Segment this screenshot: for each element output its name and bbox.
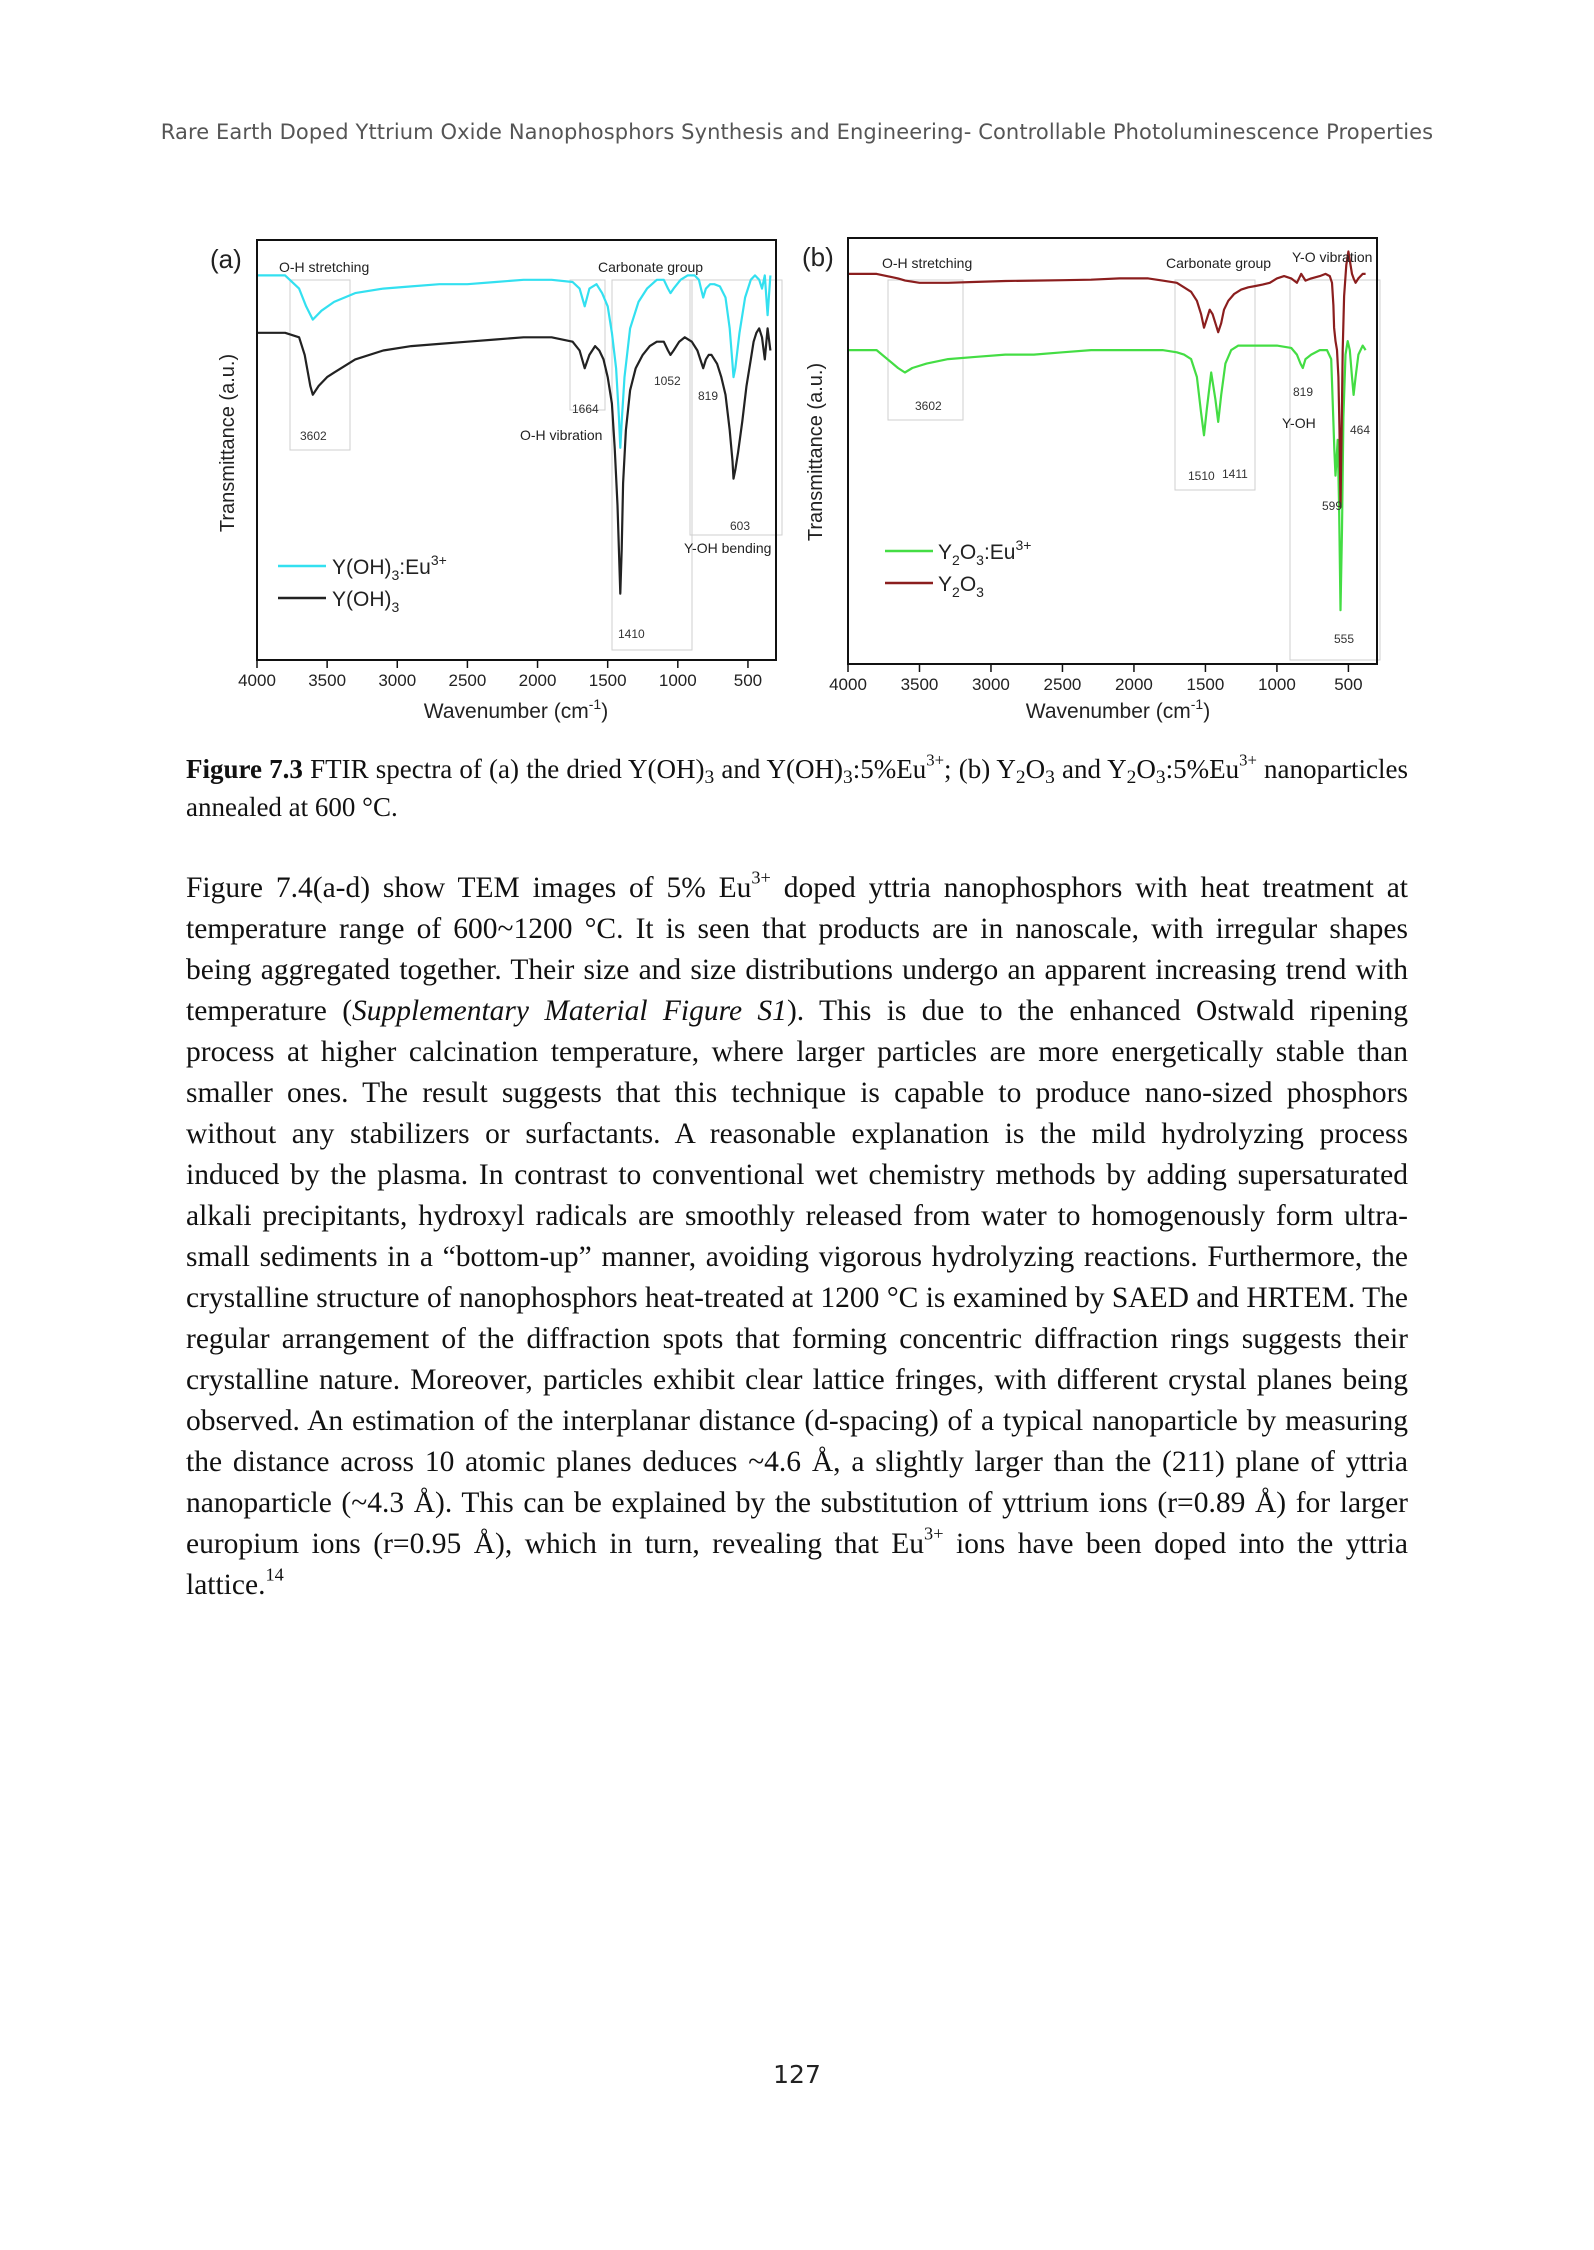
note-label: Y-OH bending bbox=[684, 540, 772, 556]
running-head: Rare Earth Doped Yttrium Oxide Nanophosphors Synthesis and Engineering- Controllable Photoluminescence Properties bbox=[160, 120, 1434, 144]
region-label: O-H stretching bbox=[882, 255, 973, 271]
legend-label-y2o3: $Y_2O_3$ bbox=[938, 573, 984, 600]
region-label: Carbonate group bbox=[1166, 255, 1272, 271]
spectrum-line-b-1 bbox=[848, 252, 1366, 508]
panel-b-frame bbox=[848, 238, 1377, 664]
panel-b-x-axis bbox=[829, 664, 1363, 694]
x-tick-label: 2500 bbox=[448, 671, 487, 690]
x-tick-label: 2000 bbox=[1115, 675, 1153, 694]
peak-label: 599 bbox=[1322, 499, 1343, 513]
region-label: Y-O vibration bbox=[1292, 249, 1373, 265]
x-tick-label: 500 bbox=[1334, 675, 1363, 694]
panel-a-xlabel: Wavenumber $(cm^{-1})$ bbox=[423, 696, 609, 723]
panel-a-ylabel: Transmittance (a.u.) bbox=[217, 353, 239, 533]
x-tick-label: 3500 bbox=[308, 671, 347, 690]
panel-b bbox=[802, 238, 1380, 723]
x-tick-label: 2500 bbox=[1043, 675, 1082, 694]
peak-label: 3602 bbox=[915, 399, 942, 413]
x-tick-label: 1000 bbox=[658, 671, 697, 690]
panel-a-x-axis bbox=[238, 660, 762, 690]
note-label: O-H vibration bbox=[520, 427, 603, 443]
x-tick-label: 3000 bbox=[972, 675, 1010, 694]
legend-label-yoh3-eu: $Y(OH)_3:Eu^{3+}$ bbox=[332, 552, 447, 583]
x-tick-label: 1500 bbox=[1186, 675, 1225, 694]
peak-label: 819 bbox=[698, 389, 719, 403]
panel-b-label: (b) bbox=[802, 242, 834, 272]
peak-label: 1664 bbox=[572, 402, 599, 416]
figure-label: Figure 7.3 bbox=[186, 754, 303, 784]
peak-label: 464 bbox=[1350, 423, 1371, 437]
y-oh-bending-region-box bbox=[690, 280, 782, 535]
figure-caption: Figure 7.3 FTIR spectra of (a) the dried $Y(OH)_3$ and $Y(OH)_3:5\%Eu^{3+}$; (b) $Y_2O_3$ and $Y_2O_3:5\%Eu^{3+}$ nanoparticles annealed at 600 °C. bbox=[186, 750, 1409, 822]
x-tick-label: 4000 bbox=[829, 675, 867, 694]
peak-label: 1411 bbox=[1222, 467, 1248, 481]
legend-label-yoh3: $Y(OH)_3$ bbox=[332, 588, 400, 615]
peak-label: 555 bbox=[1334, 632, 1355, 646]
carbonate-region-box bbox=[1175, 280, 1255, 490]
spectrum-line-a-0 bbox=[257, 275, 770, 447]
citation-superscript[interactable]: 14 bbox=[265, 1564, 284, 1585]
peak-label: 603 bbox=[730, 519, 751, 533]
x-tick-label: 3500 bbox=[900, 675, 939, 694]
panel-b-ylabel: Transmittance (a.u.) bbox=[805, 362, 827, 542]
page-number: 127 bbox=[773, 2060, 821, 2089]
peak-label: 3602 bbox=[300, 429, 327, 443]
x-tick-label: 4000 bbox=[238, 671, 276, 690]
spectrum-line-b-0 bbox=[848, 341, 1366, 610]
panel-a bbox=[210, 240, 782, 723]
x-tick-label: 500 bbox=[733, 671, 763, 690]
peak-label: 1052 bbox=[654, 374, 681, 388]
legend-label-y2o3-eu: $Y_2O_3:Eu^{3+}$ bbox=[938, 537, 1032, 568]
x-tick-label: 1000 bbox=[1258, 675, 1296, 694]
panel-a-label: (a) bbox=[210, 244, 242, 274]
note-label: Y-OH bbox=[1282, 415, 1316, 431]
region-label: Carbonate group bbox=[598, 259, 704, 275]
x-tick-label: 1500 bbox=[588, 671, 627, 690]
panel-b-xlabel: Wavenumber $(cm^{-1})$ bbox=[1025, 696, 1211, 723]
peak-label: 1410 bbox=[618, 627, 645, 641]
ftir-figure bbox=[0, 0, 1594, 760]
peak-label: 819 bbox=[1293, 385, 1314, 399]
x-tick-label: 3000 bbox=[378, 671, 417, 690]
peak-label: 1510 bbox=[1188, 469, 1215, 483]
region-label: O-H stretching bbox=[279, 259, 370, 275]
oh-stretching-region-box bbox=[290, 280, 350, 450]
body-paragraph: Figure 7.4(a-d) show TEM images of 5% $Eu^{3+}$ doped yttria nanophosphors with heat treatment at temperature range of 600~1200 °C. It is seen that products are in nanoscale, with irregular shapes being aggregated together. Their size and size distributions undergo an apparent increasing trend with temperature (Supplementary Material Figure S1). This is due to the enhanced Ostwald ripening process at higher calcination temperature, where larger particles are more energetically stable than smaller ones. The result suggests that this technique is capable to produce nano-sized phosphors without any stabilizers or surfactants. A reasonable explanation is the mild hydrolyzing process induced by the plasma. In contrast to conventional wet chemistry methods by adding supersaturated alkali precipitants, hydroxyl radicals are smoothly released from water to homogenously form ultra-small sediments in a “bottom-up” manner, avoiding vigorous hydrolyzing reactions. Furthermore, the crystalline structure of nanophosphors heat-treated at 1200 °C is examined by SAED and HRTEM. The regular arrangement of the diffraction spots that forming concentric diffraction rings suggests their crystalline nature. Moreover, particles exhibit clear lattice fringes, with different crystal planes being observed. An estimation of the interplanar distance (d-spacing) of a typical nanoparticle by measuring the distance across 10 atomic planes deduces ~4.6 Å, a slightly larger than the (211) plane of yttria nanoparticle (~4.3 Å). This can be explained by the substitution of yttrium ions (r=0.89 Å) for larger europium ions (r=0.95 Å), which in turn, revealing that $Eu^{3+}$ ions have been doped into the yttria lattice.$^{14}$ bbox=[186, 867, 1409, 1601]
x-tick-label: 2000 bbox=[518, 671, 557, 690]
